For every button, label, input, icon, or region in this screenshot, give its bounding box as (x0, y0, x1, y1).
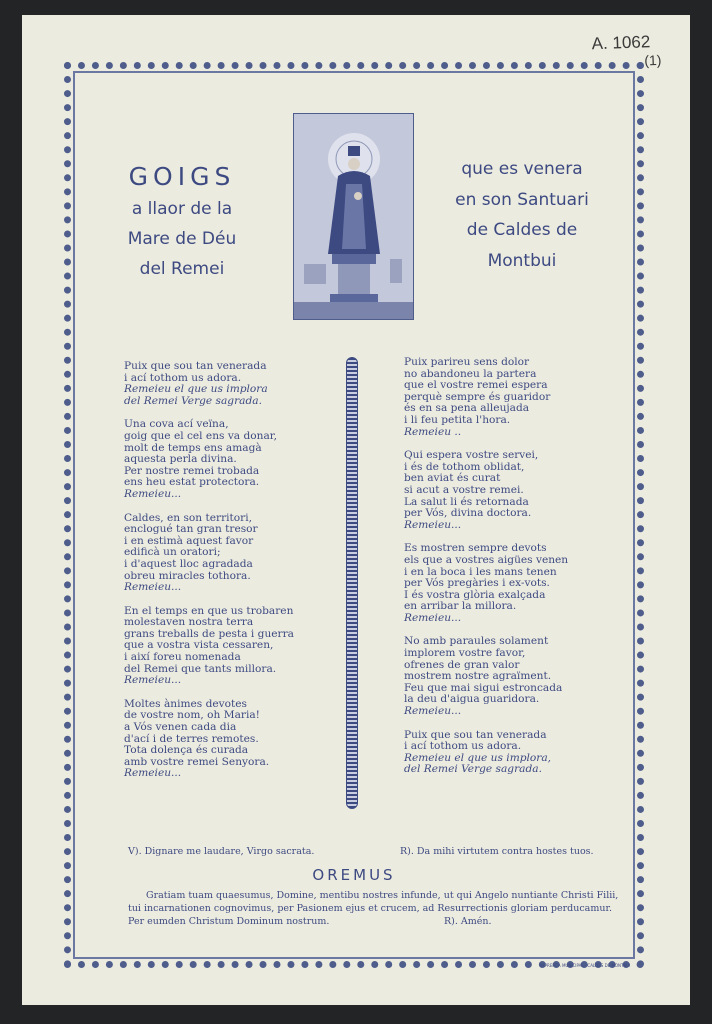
verse-line: per Vós pregàries i ex-vots. (404, 577, 550, 590)
verse-line: obreu miracles tothora. (124, 569, 251, 582)
verse-line: si acut a vostre remei. (404, 483, 524, 496)
verse-line: grans treballs de pesta i guerra (124, 627, 294, 640)
verse-line: els que a vostres aigües venen (404, 553, 569, 566)
refrain-line: Remeieu el que us implora (124, 383, 268, 396)
verse-line: que el vostre remei espera (404, 379, 548, 392)
verse-line: I és vostra glòria exalçada (404, 588, 546, 601)
prayer (128, 889, 619, 928)
verse-line: Tota dolença és curada (124, 744, 249, 757)
catalog-ref: A. 1062 (591, 32, 651, 54)
verse-line: molestaven nostra terra (124, 616, 254, 629)
verse-line: d'ací i de terres remotes. (124, 732, 259, 745)
verse-line: No amb paraules solament (404, 635, 549, 648)
stanza (124, 699, 294, 780)
verse-line: molt de temps ens amagà (124, 441, 262, 454)
verse-line: perquè sempre és guaridor (404, 390, 551, 403)
title-right-line: de Caldes de (466, 220, 578, 240)
stanza (124, 419, 294, 500)
oremus-heading: OREMUS (312, 866, 396, 884)
refrain-line: Remeieu... (404, 611, 462, 624)
stanza (404, 636, 568, 717)
title-right (442, 154, 602, 276)
column-divider (346, 357, 358, 809)
prayer-line: tui incarnationen cognovimus, per Pasionem ejus et crucem, ad Resurrectionis gloriam perducamur. (128, 903, 612, 914)
verse-line: per Vós, divina doctora. (404, 507, 532, 520)
stanza (124, 361, 294, 407)
refrain-line: Remeieu... (124, 767, 182, 780)
verse-line: ens heu estat protectora. (124, 476, 260, 489)
refrain-line: Remeieu... (124, 487, 182, 500)
verse-line: i ací tothom us adora. (404, 740, 522, 753)
verse-line: Puix que sou tan venerada (124, 360, 267, 372)
verse-line: la deu d'aigua guaridora. (404, 693, 540, 706)
verse-line: del Remei que tants millora. (124, 662, 277, 675)
refrain-line: Remeieu el que us implora, (404, 751, 552, 764)
verse-line: ben aviat és curat (404, 472, 501, 485)
verse-line: en arribar la millora. (404, 600, 517, 613)
verse-line: Caldes, en son territori, (124, 511, 252, 524)
verse-line: i és de tothom oblidat, (404, 460, 525, 473)
stanza (124, 513, 294, 594)
verse-line: i en estimà aquest favor (124, 534, 254, 547)
stanza (404, 450, 568, 531)
verse-line: implorem vostre favor, (404, 647, 526, 660)
verse-line: i li feu petita l'hora. (404, 413, 511, 426)
refrain-line: del Remei Verge sagrada. (404, 763, 542, 776)
prayer-line: Gratiam tuam quaesumus, Domine, mentibu nostres infunde, ut qui Angelo nuntiante Christi Filii, (146, 890, 619, 901)
versicle: V). Dignare me laudare, Virgo sacrata. (128, 846, 315, 857)
verse-line: a Vós venen cada dia (124, 721, 237, 734)
stanza (404, 543, 568, 624)
verse-line: i en la boca i les mans tenen (404, 565, 557, 578)
verse-line: és en sa pena alleujada (404, 402, 530, 415)
verse-line: goig que el cel ens va donar, (124, 429, 278, 442)
verse-line: i ací tothom us adora. (124, 371, 242, 384)
refrain-line: Remeieu .. (404, 425, 462, 438)
title-left-line: del Remei (139, 259, 225, 279)
title-right-line: Montbui (487, 250, 557, 271)
verse-line: ofrenes de gran valor (404, 658, 520, 671)
title-left-line: a llaor de la (131, 199, 233, 219)
title-right-line: que es venera (461, 159, 583, 179)
refrain-line: Remeieu... (404, 518, 462, 531)
verse-line: amb vostre remei Senyora. (124, 755, 270, 768)
verse-line: Una cova ací veïna, (124, 418, 229, 431)
printer-imprint: IMPREMTA MUNICIPAL · CALDES DE MONTBUI (540, 963, 631, 968)
verse-line: enclogué tan gran tresor (124, 523, 258, 536)
title-left (102, 160, 262, 284)
verse-line: La salut li és retornada (404, 495, 529, 508)
right-column (404, 357, 568, 788)
verse-line: Feu que mai sigui estroncada (404, 681, 563, 694)
left-column (124, 361, 294, 792)
virgin-illustration (294, 114, 413, 319)
verse-line: Puix que sou tan venerada (404, 728, 547, 741)
verse-line: mostrem nostre agraïment. (404, 670, 552, 683)
goigs-heading: GOIGS (128, 162, 236, 191)
refrain-line: Remeieu... (404, 705, 462, 718)
verse-line: edificà un oratori; (124, 546, 221, 559)
catalog-sub: (1) (644, 51, 662, 69)
verse-line: aquesta perla divina. (124, 453, 237, 466)
title-right-line: en son Santuari (455, 189, 589, 210)
stanza (404, 357, 568, 438)
verse-line: Qui espera vostre servei, (404, 449, 539, 462)
verse-line: Per nostre remei trobada (124, 464, 260, 477)
verse-line: no abandoneu la partera (404, 367, 537, 380)
stanza (124, 606, 294, 687)
verse-line: Moltes ànimes devotes (124, 697, 247, 710)
refrain-line: del Remei Verge sagrada. (124, 394, 262, 407)
verse-line: i així foreu nomenada (124, 651, 241, 664)
verse-line: En el temps en que us trobaren (124, 604, 294, 617)
verse-line: que a vostra vista cessaren, (124, 639, 274, 652)
refrain-line: Remeieu... (124, 674, 182, 687)
virgin-image (293, 113, 414, 320)
response: R). Da mihi virtutem contra hostes tuos. (400, 846, 594, 857)
verse-line: i d'aquest lloc agradada (124, 557, 253, 570)
amen: R). Amén. (444, 916, 492, 927)
title-left-line: Mare de Déu (127, 229, 237, 249)
prayer-line: Per eumden Christum Dominum nostrum. (128, 916, 330, 927)
verse-line: Es mostren sempre devots (404, 542, 547, 555)
refrain-line: Remeieu... (124, 581, 182, 594)
verse-line: de vostre nom, oh Maria! (124, 709, 260, 722)
stanza (404, 730, 568, 776)
verse-line: Puix parireu sens dolor (404, 356, 530, 368)
